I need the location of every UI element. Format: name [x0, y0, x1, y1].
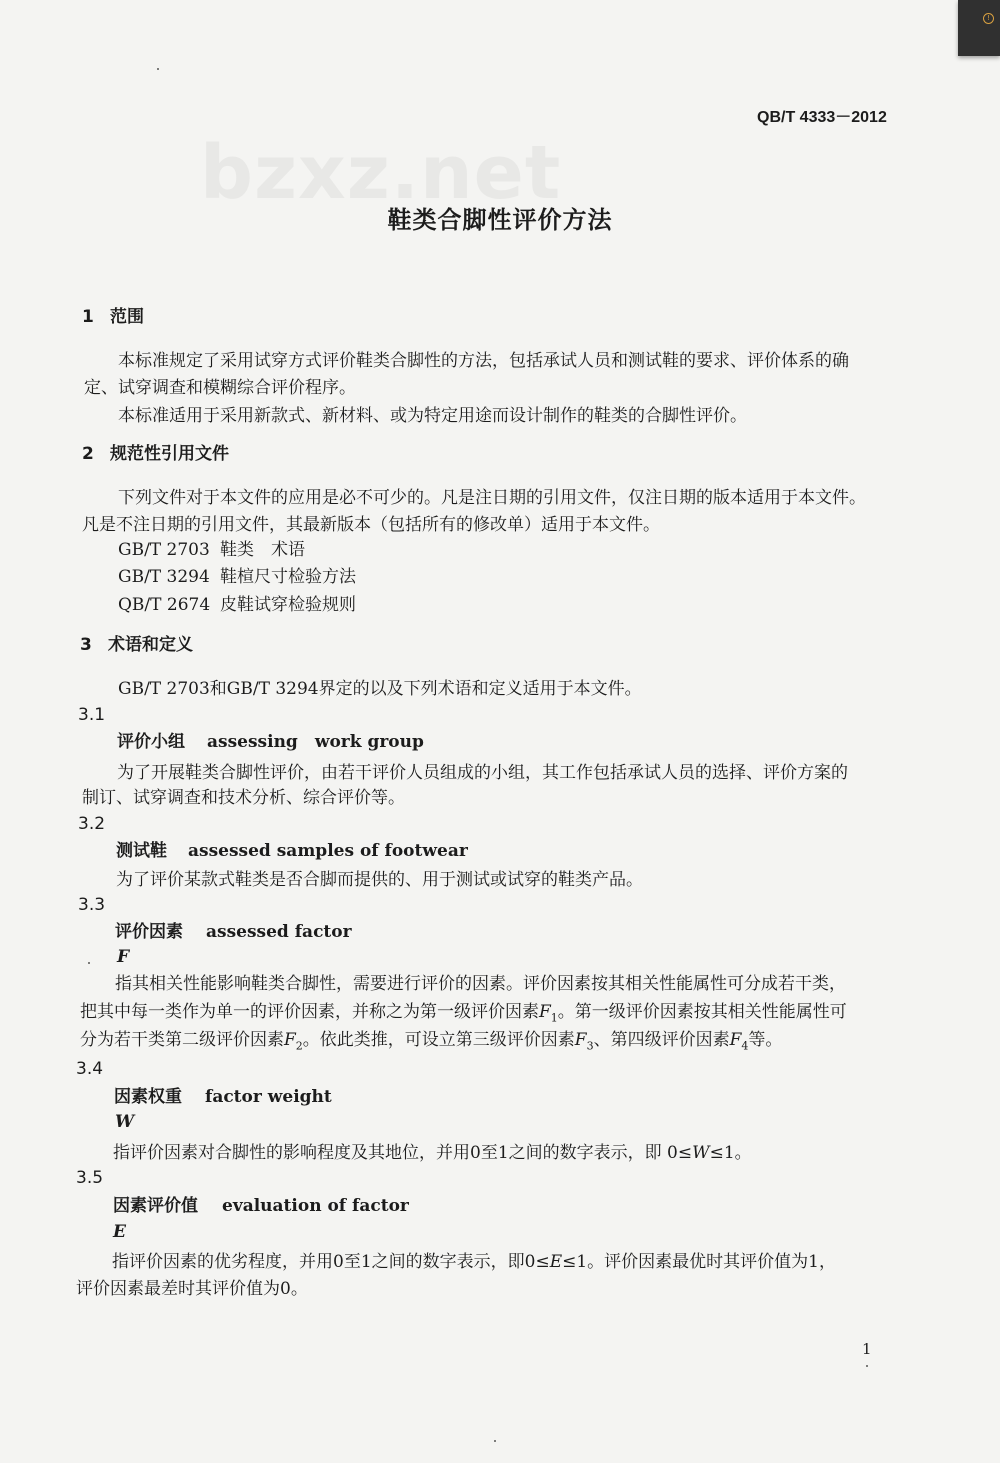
term-chinese: 因素评价值: [113, 1196, 198, 1216]
term-definition-cont: 把其中每一类作为单一的评价因素，并称之为第一级评价因素$F_1$。第一级评价因素按其相关性能属性可: [80, 1002, 847, 1025]
overlay-panel[interactable]: [958, 0, 1000, 56]
reference-name: 皮鞋试穿检验规则: [220, 595, 356, 615]
section-1-paragraph-2: 本标准适用于采用新款式、新材料、或为特定用途而设计制作的鞋类的合脚性评价。: [118, 406, 747, 426]
reference-code: QB/T 2674: [118, 595, 211, 615]
term-symbol: E: [113, 1222, 126, 1242]
term-definition: 指评价因素的优劣程度，并用0至1之间的数字表示，即0≤E≤1。评价因素最优时其评价值为1，: [112, 1252, 837, 1272]
term-chinese: 测试鞋: [116, 841, 167, 861]
scan-speck: [88, 962, 90, 964]
term-number: 3.1: [78, 705, 106, 725]
term-english: factor weight: [205, 1087, 332, 1107]
section-1-title: 范围: [110, 307, 144, 327]
section-2-number: 2: [82, 444, 94, 464]
term-english: assessing work group: [207, 732, 424, 752]
term-definition-cont: 制订、试穿调查和技术分析、综合评价等。: [82, 788, 405, 808]
section-2-paragraph-1-cont: 凡是不注日期的引用文件，其最新版本（包括所有的修改单）适用于本文件。: [82, 515, 660, 535]
term-chinese: 评价小组: [117, 732, 185, 752]
term-number: 3.4: [76, 1059, 104, 1079]
term-definition: 指其相关性能影响鞋类合脚性，需要进行评价的因素。评价因素按其相关性能属性可分成若干类，: [115, 974, 846, 994]
info-icon[interactable]: !: [983, 13, 994, 24]
term-number: 3.2: [78, 814, 106, 834]
section-1-number: 1: [82, 307, 94, 327]
section-3-number: 3: [80, 635, 92, 655]
reference-code: GB/T 2703: [118, 540, 210, 560]
scan-speck: [494, 1440, 496, 1442]
scan-speck: [157, 68, 159, 70]
term-definition-cont: 分为若干类第二级评价因素$F_2$。依此类推，可设立第三级评价因素$F_3$、第四级评价因素$F_4$等。: [80, 1030, 783, 1053]
term-symbol: W: [115, 1112, 135, 1132]
section-3-paragraph-1: GB/T 2703和GB/T 3294界定的以及下列术语和定义适用于本文件。: [118, 679, 642, 699]
term-definition: 为了开展鞋类合脚性评价，由若干评价人员组成的小组，其工作包括承试人员的选择、评价方案的: [117, 763, 848, 783]
reference-name: 鞋类 术语: [220, 540, 305, 560]
term-chinese: 因素权重: [114, 1087, 182, 1107]
scan-speck: [866, 1365, 868, 1367]
term-symbol: F: [117, 947, 130, 967]
term-english: assessed factor: [206, 922, 352, 942]
term-number: 3.5: [76, 1168, 104, 1188]
section-2-title: 规范性引用文件: [110, 444, 229, 464]
section-1-paragraph-1: 本标准规定了采用试穿方式评价鞋类合脚性的方法，包括承试人员和测试鞋的要求、评价体系的确: [118, 351, 849, 371]
reference-code: GB/T 3294: [118, 567, 210, 587]
term-definition-cont: 评价因素最差时其评价值为0。: [76, 1279, 308, 1299]
watermark: bzxz.net: [200, 130, 562, 216]
document-title: 鞋类合脚性评价方法: [387, 206, 613, 234]
term-english: evaluation of factor: [222, 1196, 409, 1216]
term-definition: 为了评价某款式鞋类是否合脚而提供的、用于测试或试穿的鞋类产品。: [116, 870, 643, 890]
section-2-paragraph-1: 下列文件对于本文件的应用是必不可少的。凡是注日期的引用文件，仅注日期的版本适用于本文件。: [118, 488, 866, 508]
standard-number: QB/T 4333－2012: [757, 109, 887, 126]
term-chinese: 评价因素: [115, 922, 183, 942]
term-english: assessed samples of footwear: [188, 841, 468, 861]
page-number: 1: [862, 1340, 872, 1358]
reference-name: 鞋楦尺寸检验方法: [220, 567, 356, 587]
term-number: 3.3: [78, 895, 106, 915]
section-3-title: 术语和定义: [108, 635, 193, 655]
term-definition: 指评价因素对合脚性的影响程度及其地位，并用0至1之间的数字表示，即 0≤W≤1。: [113, 1143, 752, 1163]
section-1-paragraph-1-cont: 定、试穿调查和模糊综合评价程序。: [84, 378, 356, 398]
